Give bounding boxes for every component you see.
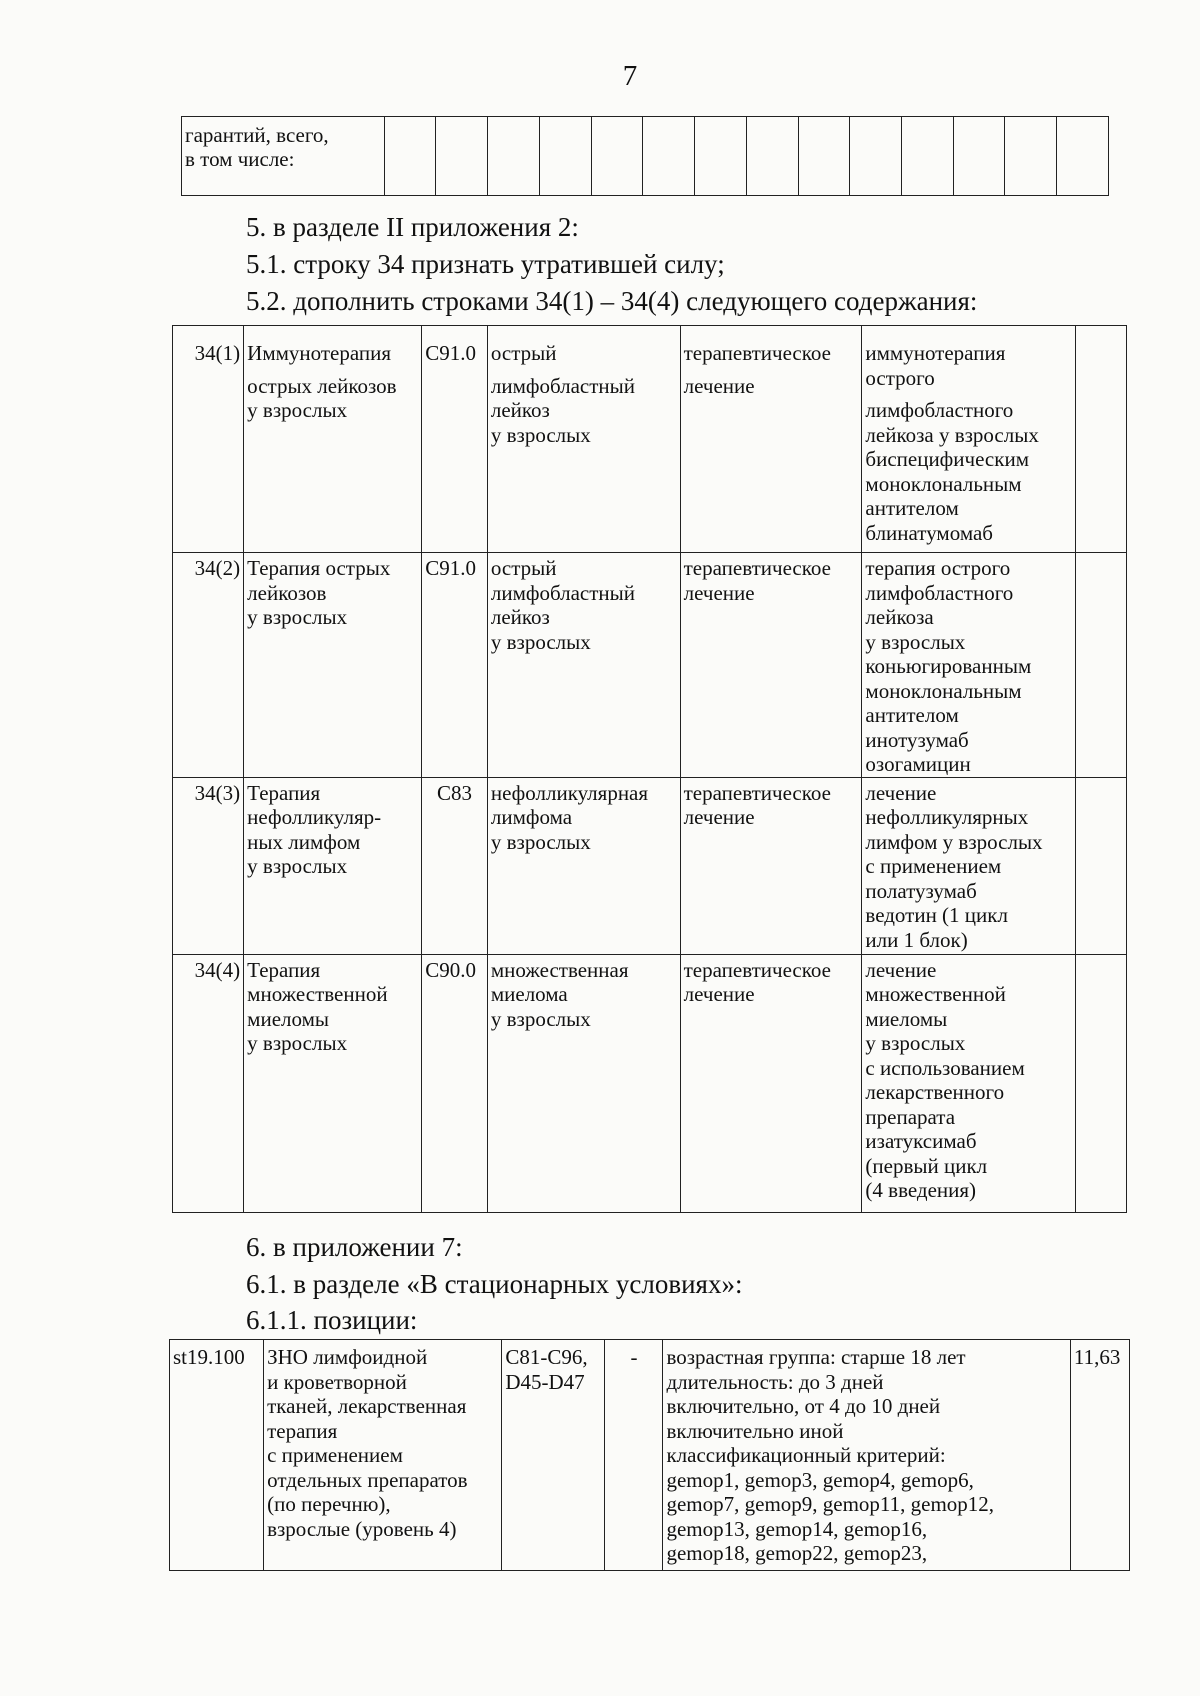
row-treatment-cell: терапевтическое лечение — [680, 777, 862, 954]
section6-item-1: 6.1. в разделе «В стационарных условиях»: — [246, 1269, 743, 1299]
position-icd-cell: C81-C96, D45-D47 — [502, 1340, 605, 1571]
table-row — [173, 777, 1127, 954]
section5-heading: 5. в разделе II приложения 2: — [246, 212, 579, 242]
row-method-cell: терапия острого лимфобластного лейкоза у взрослых коньюгированным моноклональным антителом инотузумаб озогамицин — [862, 553, 1076, 778]
empty-cell — [488, 117, 540, 196]
empty-cell — [902, 117, 954, 196]
table-row — [173, 326, 1127, 553]
row-code-cell: C90.0 — [422, 954, 488, 1212]
row-code-cell: C91.0 — [422, 326, 488, 553]
empty-cell — [695, 117, 747, 196]
empty-cell — [1076, 777, 1127, 954]
section5-item-2: 5.2. дополнить строками 34(1) – 34(4) следующего содержания: — [246, 286, 978, 316]
empty-cell — [1076, 326, 1127, 553]
top-table-fragment — [181, 116, 1109, 196]
position-code-cell: st19.100 — [170, 1340, 264, 1571]
top-table-label-line: гарантий, всего, — [185, 123, 329, 147]
row-treatment-cell: терапевтическое лечение — [680, 326, 862, 553]
empty-cell — [798, 117, 850, 196]
row-number-cell: 34(2) — [173, 553, 244, 778]
row-disease-cell: множественная миелома у взрослых — [487, 954, 680, 1212]
row-method-cell: лечение множественной миеломы у взрослых с использованием лекарственного препарата изатуксимаб (первый цикл (4 введения) — [862, 954, 1076, 1212]
page-number: 7 — [622, 60, 638, 92]
row-name-cell: Терапия нефолликуляр- ных лимфом у взрослых — [244, 777, 422, 954]
row-name-cell: Терапия множественной миеломы у взрослых — [244, 954, 422, 1212]
row-disease-cell: острый лимфобластный лейкоз у взрослых — [487, 326, 680, 553]
row-method-cell: лечение нефолликулярных лимфом у взрослых с применением полатузумаб ведотин (1 цикл или 1 блок) — [862, 777, 1076, 954]
row-method-cell: иммунотерапия острого лимфобластного лейкоза у взрослых биспецифическим моноклональным антителом блинатумомаб — [862, 326, 1076, 553]
top-table-label-line: в том числе: — [185, 147, 295, 171]
top-table-label-cell — [182, 117, 385, 196]
empty-cell — [1005, 117, 1057, 196]
empty-cell — [539, 117, 591, 196]
table-row — [173, 553, 1127, 778]
position-table — [169, 1339, 1130, 1571]
row-number-cell: 34(1) — [173, 326, 244, 553]
empty-cell — [384, 117, 436, 196]
position-coef-cell: 11,63 — [1070, 1340, 1129, 1571]
position-name-cell: ЗНО лимфоидной и кроветворной тканей, лекарственная терапия с применением отдельных препаратов (по перечню), взрослые (уровень 4) — [264, 1340, 502, 1571]
row-treatment-cell: терапевтическое лечение — [680, 553, 862, 778]
empty-cell — [850, 117, 902, 196]
empty-cell — [746, 117, 798, 196]
row-number-cell: 34(3) — [173, 777, 244, 954]
row-name-cell: Иммунотерапия острых лейкозов у взрослых — [244, 326, 422, 553]
row-treatment-cell: терапевтическое лечение — [680, 954, 862, 1212]
empty-cell — [436, 117, 488, 196]
row-disease-cell: острый лимфобластный лейкоз у взрослых — [487, 553, 680, 778]
empty-cell — [1076, 553, 1127, 778]
empty-cell — [953, 117, 1005, 196]
section5-item-1: 5.1. строку 34 признать утратившей силу; — [246, 249, 725, 279]
empty-cell — [1057, 117, 1109, 196]
section6-heading: 6. в приложении 7: — [246, 1232, 463, 1262]
position-dash-cell: - — [605, 1340, 663, 1571]
table-row — [170, 1340, 1130, 1571]
empty-cell — [591, 117, 643, 196]
row-code-cell: C91.0 — [422, 553, 488, 778]
row-number-cell: 34(4) — [173, 954, 244, 1212]
section6-item-2: 6.1.1. позиции: — [246, 1305, 418, 1335]
empty-cell — [1076, 954, 1127, 1212]
row-disease-cell: нефолликулярная лимфома у взрослых — [487, 777, 680, 954]
row-name-cell: Терапия острых лейкозов у взрослых — [244, 553, 422, 778]
table-row — [173, 954, 1127, 1212]
position-criteria-cell: возрастная группа: старше 18 лет длительность: до 3 дней включительно, от 4 до 10 дней включительно иной классификационный критерий: gemop1, gemop3, gemop4, gemop6, gemop7, gemop9, gemop11, gemop12, gemop13, gemop14, gemop16, gemop18, gemop22, gemop23, — [663, 1340, 1070, 1571]
empty-cell — [643, 117, 695, 196]
row-code-cell: C83 — [422, 777, 488, 954]
rows-34-table — [172, 325, 1127, 1213]
